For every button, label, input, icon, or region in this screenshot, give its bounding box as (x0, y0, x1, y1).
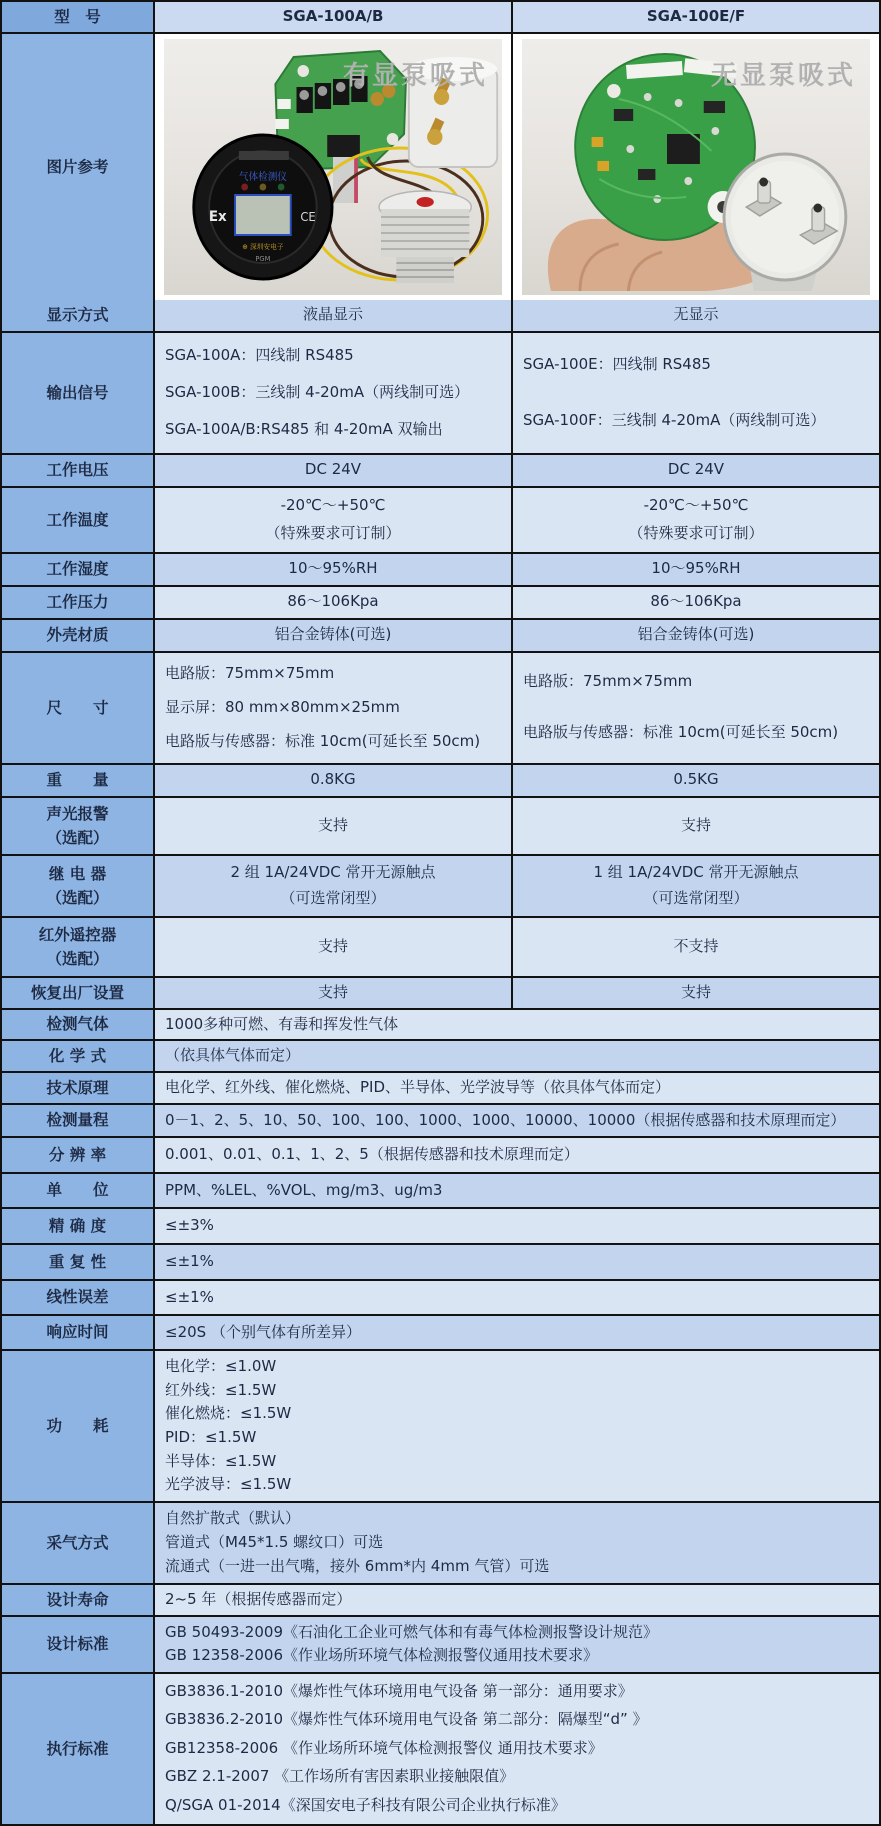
detector-ex-marking: Ex (208, 208, 227, 225)
spec-value-cell (153, 1138, 879, 1172)
spec-value-line: 86～106Kpa (287, 592, 379, 611)
spec-value-line: 0－1、2、5、10、50、100、100、1000、1000、10000、10000（根据传感器和技术原理而定） (165, 1110, 846, 1129)
header-model-sga100ef: SGA-100E/F (511, 2, 879, 32)
spec-value-line: 管道式（M45*1.5 螺纹口）可选 (165, 1533, 384, 1552)
spec-value-line: PPM、%LEL、%VOL、mg/m3、ug/m3 (165, 1180, 443, 1199)
spec-value-cell (153, 1316, 879, 1349)
spec-value-cell (153, 1245, 879, 1279)
detector-ce-marking: CE (300, 209, 316, 224)
spec-value-cell (511, 455, 879, 486)
spec-value-cell (153, 918, 511, 976)
spec-value-cell (153, 1073, 879, 1103)
spec-row (2, 763, 879, 796)
spec-value-cell (153, 620, 511, 651)
spec-row (2, 1071, 879, 1103)
spec-value-cell (511, 653, 879, 763)
header-row (2, 2, 879, 32)
row-label-line: 线性误差 (46, 1288, 109, 1307)
spec-value-line: 1 组 1A/24VDC 常开无源触点 (593, 862, 799, 881)
spec-row (2, 976, 879, 1008)
row-label (2, 1105, 153, 1136)
spec-value-cell (511, 798, 879, 854)
spec-value-cell (153, 798, 511, 854)
spec-value-cell (153, 1209, 879, 1243)
spec-value-line: （可选常闭型） (643, 888, 749, 907)
spec-value-line: 铝合金铸体(可选) (637, 625, 755, 644)
spec-value-line: 电化学：≤1.0W (165, 1356, 277, 1375)
spec-row (2, 585, 879, 618)
row-label (2, 1503, 153, 1583)
spec-value-line: GB 12358-2006《作业场所环境气体检测报警仪通用技术要求》 (165, 1646, 598, 1665)
spec-value-line: 电路版与传感器：标准 10cm(可延长至 50cm) (165, 731, 481, 750)
spec-row (2, 1501, 879, 1583)
spec-value-line: 光学波导：≤1.5W (165, 1475, 292, 1494)
photo-row (2, 32, 879, 300)
spec-value-line: ≤±1% (165, 1252, 214, 1271)
spec-row (2, 1103, 879, 1136)
spec-value-cell (511, 918, 879, 976)
row-label (2, 488, 153, 552)
spec-value-cell (153, 1503, 879, 1583)
row-label (2, 918, 153, 976)
spec-value-line: 10～95%RH (288, 559, 378, 578)
spec-value-line: 0.5KG (673, 770, 719, 789)
row-label-line: 重 复 性 (48, 1252, 107, 1271)
spec-value-line: 液晶显示 (302, 305, 363, 324)
spec-value-line: 红外线：≤1.5W (165, 1380, 277, 1399)
spec-value-line: （可选常闭型） (280, 888, 386, 907)
spec-value-line: 0.001、0.01、0.1、1、2、5（根据传感器和技术原理而定） (165, 1145, 579, 1164)
spec-value-line: 支持 (680, 982, 711, 1001)
spec-value-line: 86～106Kpa (650, 592, 742, 611)
row-label-line: 重 量 (46, 771, 109, 790)
row-label (2, 1281, 153, 1314)
spec-value-line: （特殊要求可订制） (265, 523, 401, 542)
row-label (2, 620, 153, 651)
row-label-line: （选配） (46, 888, 109, 907)
spec-row (2, 651, 879, 763)
row-label-line: 工作湿度 (46, 560, 109, 579)
row-label (2, 554, 153, 585)
spec-row (2, 1615, 879, 1672)
spec-value-line: 无显示 (673, 305, 719, 324)
spec-row (2, 453, 879, 486)
spec-value-line: 支持 (317, 982, 348, 1001)
row-label-line: 功 耗 (46, 1416, 109, 1435)
spec-value-line: 2~5 年（根据传感器而定） (165, 1590, 352, 1608)
row-label-line: 检测气体 (46, 1015, 109, 1034)
spec-value-cell (511, 587, 879, 618)
row-label-line: 响应时间 (46, 1323, 109, 1342)
photo-cell-sga100ab (153, 34, 511, 300)
row-label (2, 653, 153, 763)
spec-row (2, 1243, 879, 1279)
photo-cell-sga100ef (511, 34, 879, 300)
row-label-line: 单 位 (46, 1181, 109, 1200)
row-label-line: 检测量程 (46, 1111, 109, 1130)
spec-row (2, 1008, 879, 1040)
row-label-line: 工作电压 (46, 461, 109, 480)
spec-value-line: （依具体气体而定） (165, 1046, 301, 1065)
gas-detector-icon (194, 135, 332, 279)
row-label-line: 尺 寸 (46, 698, 109, 717)
spec-value-cell (511, 333, 879, 453)
row-label-line: 工作压力 (46, 593, 109, 612)
row-label (2, 1174, 153, 1207)
spec-value-line: GB 50493-2009《石油化工企业可燃气体和有毒气体检测报警设计规范》 (165, 1622, 658, 1641)
spec-value-cell (153, 765, 511, 796)
spec-value-line: SGA-100F：三线制 4-20mA（两线制可选） (523, 410, 826, 429)
row-label (2, 1010, 153, 1040)
header-model-sga100ab: SGA-100A/B (153, 2, 511, 32)
spec-value-cell (153, 1351, 879, 1501)
row-label (2, 765, 153, 796)
spec-value-cell (153, 1010, 879, 1040)
spec-row (2, 854, 879, 916)
header-model-label: 型 号 (2, 2, 153, 32)
detector-screen-title: 气体检测仪 (238, 171, 287, 183)
spec-value-line: （特殊要求可订制） (628, 523, 764, 542)
detector-pgm-text: PGM (255, 254, 271, 263)
spec-value-line: 2 组 1A/24VDC 常开无源触点 (230, 862, 436, 881)
product-photo-sga100ab (164, 39, 502, 295)
row-label (2, 1617, 153, 1672)
row-label-line: 工作温度 (46, 510, 109, 529)
row-label-line: 红外遥控器 (38, 925, 117, 944)
spec-value-line: Q/SGA 01-2014《深国安电子科技有限公司企业执行标准》 (165, 1795, 566, 1814)
row-label-line: 设计寿命 (46, 1590, 109, 1609)
spec-value-line: 支持 (680, 815, 711, 834)
spec-value-line: 电路版：75mm×75mm (523, 672, 693, 691)
row-label (2, 1351, 153, 1501)
row-label (2, 1585, 153, 1615)
row-label-line: 显示方式 (46, 306, 109, 325)
product-photo-sga100ef (522, 39, 870, 295)
spec-row (2, 1349, 879, 1501)
spec-value-cell (153, 1281, 879, 1314)
spec-value-cell (153, 653, 511, 763)
spec-value-cell (511, 856, 879, 916)
spec-value-cell (153, 300, 511, 331)
row-label (2, 587, 153, 618)
row-label-line: 外壳材质 (46, 626, 109, 645)
spec-row (2, 1207, 879, 1243)
spec-row (2, 618, 879, 651)
row-label (2, 1138, 153, 1172)
spec-value-line: ≤±3% (165, 1216, 214, 1235)
spec-value-line: 电化学、红外线、催化燃烧、PID、半导体、光学波导等（依具体气体而定） (165, 1078, 671, 1097)
row-label (2, 1245, 153, 1279)
row-label-line: 精 确 度 (48, 1216, 107, 1235)
row-label (2, 1674, 153, 1824)
spec-value-cell (511, 300, 879, 331)
spec-row (2, 1172, 879, 1207)
row-label-line: 设计标准 (46, 1635, 109, 1654)
spec-row (2, 331, 879, 453)
sensor-cylinder-icon (379, 191, 471, 283)
spec-value-cell (511, 554, 879, 585)
row-label-line: 声光报警 (46, 804, 109, 823)
photo-row-label: 图片参考 (2, 34, 153, 300)
row-label-line: （选配） (46, 949, 109, 968)
spec-value-line: GB3836.1-2010《爆炸性气体环境用电气设备 第一部分：通用要求》 (165, 1682, 633, 1701)
spec-value-cell (511, 978, 879, 1008)
detector-brand-text: ⊕ 深圳安电子 (242, 242, 284, 251)
spec-row (2, 796, 879, 854)
spec-value-cell (153, 1674, 879, 1824)
spec-value-cell (511, 488, 879, 552)
spec-row (2, 300, 879, 331)
spec-value-line: SGA-100A/B:RS485 和 4-20mA 双输出 (165, 420, 443, 439)
spec-value-line: GB3836.2-2010《爆炸性气体环境用电气设备 第二部分：隔爆型“d” 》 (165, 1710, 648, 1729)
spec-row (2, 1314, 879, 1349)
spec-value-line: 0.8KG (310, 770, 356, 789)
row-label (2, 798, 153, 854)
spec-value-line: PID：≤1.5W (165, 1427, 257, 1446)
spec-value-cell (153, 856, 511, 916)
row-label-line: 恢复出厂设置 (30, 983, 124, 1002)
spec-value-line: ≤20S （个别气体有所差异） (165, 1322, 361, 1341)
spec-value-line: -20℃～+50℃ (280, 495, 386, 514)
spec-value-line: SGA-100E：四线制 RS485 (523, 354, 711, 373)
spec-value-cell (153, 1617, 879, 1672)
spec-value-cell (153, 1585, 879, 1615)
row-label (2, 1041, 153, 1071)
spec-value-line: 流通式（一进一出气嘴，接外 6mm*内 4mm 气管）可选 (165, 1557, 550, 1576)
spec-value-cell (153, 488, 511, 552)
spec-row (2, 1039, 879, 1071)
row-label (2, 1209, 153, 1243)
spec-value-cell (511, 620, 879, 651)
row-label (2, 856, 153, 916)
spec-value-line: 支持 (317, 936, 348, 955)
spec-value-cell (511, 765, 879, 796)
spec-value-cell (153, 978, 511, 1008)
row-label-line: 继 电 器 (48, 864, 107, 883)
row-label-line: （选配） (46, 828, 109, 847)
spec-value-cell (153, 333, 511, 453)
row-label (2, 333, 153, 453)
spec-row (2, 1279, 879, 1314)
spec-value-line: 1000多种可燃、有毒和挥发性气体 (165, 1014, 399, 1033)
spec-value-cell (153, 455, 511, 486)
spec-value-cell (153, 587, 511, 618)
spec-row (2, 486, 879, 552)
spec-value-line: 半导体：≤1.5W (165, 1451, 277, 1470)
spec-value-line: 自然扩散式（默认） (165, 1509, 301, 1528)
spec-value-cell (153, 554, 511, 585)
watermark-left: 有显泵吸式 (342, 60, 488, 91)
spec-row (2, 916, 879, 976)
spec-value-line: DC 24V (304, 460, 362, 479)
spec-value-line: DC 24V (667, 460, 725, 479)
watermark-right: 无显泵吸式 (710, 60, 856, 91)
spec-value-line: ≤±1% (165, 1287, 214, 1306)
spec-value-line: -20℃～+50℃ (643, 495, 749, 514)
row-label-line: 分 辨 率 (48, 1145, 107, 1164)
spec-value-line: 铝合金铸体(可选) (274, 625, 392, 644)
spec-value-line: 电路版与传感器：标准 10cm(可延长至 50cm) (523, 723, 839, 742)
row-label-line: 输出信号 (46, 383, 109, 402)
row-label (2, 300, 153, 331)
row-label-line: 技术原理 (46, 1078, 109, 1097)
row-label-line: 化 学 式 (48, 1047, 107, 1066)
spec-value-line: 显示屏：80 mm×80mm×25mm (165, 697, 400, 716)
spec-value-line: SGA-100A：四线制 RS485 (165, 345, 354, 364)
spec-value-cell (153, 1174, 879, 1207)
spec-value-line: 催化燃烧：≤1.5W (165, 1404, 292, 1423)
spec-row (2, 1136, 879, 1172)
spec-value-line: GBZ 2.1-2007 《工作场所有害因素职业接触限值》 (165, 1767, 515, 1786)
spec-value-line: SGA-100B：三线制 4-20mA（两线制可选） (165, 382, 470, 401)
row-label (2, 1316, 153, 1349)
row-label (2, 455, 153, 486)
spec-row (2, 552, 879, 585)
row-label-line: 执行标准 (46, 1739, 109, 1758)
spec-row (2, 1672, 879, 1824)
row-label (2, 1073, 153, 1103)
spec-value-line: GB12358-2006 《作业场所环境气体检测报警仪 通用技术要求》 (165, 1738, 603, 1757)
spec-value-cell (153, 1105, 879, 1136)
spec-value-line: 10～95%RH (651, 559, 741, 578)
spec-value-line: 支持 (317, 815, 348, 834)
spec-value-cell (153, 1041, 879, 1071)
spec-value-line: 不支持 (673, 936, 719, 955)
row-label (2, 978, 153, 1008)
spec-value-line: 电路版：75mm×75mm (165, 663, 335, 682)
row-label-line: 采气方式 (46, 1533, 109, 1552)
spec-row (2, 1583, 879, 1615)
